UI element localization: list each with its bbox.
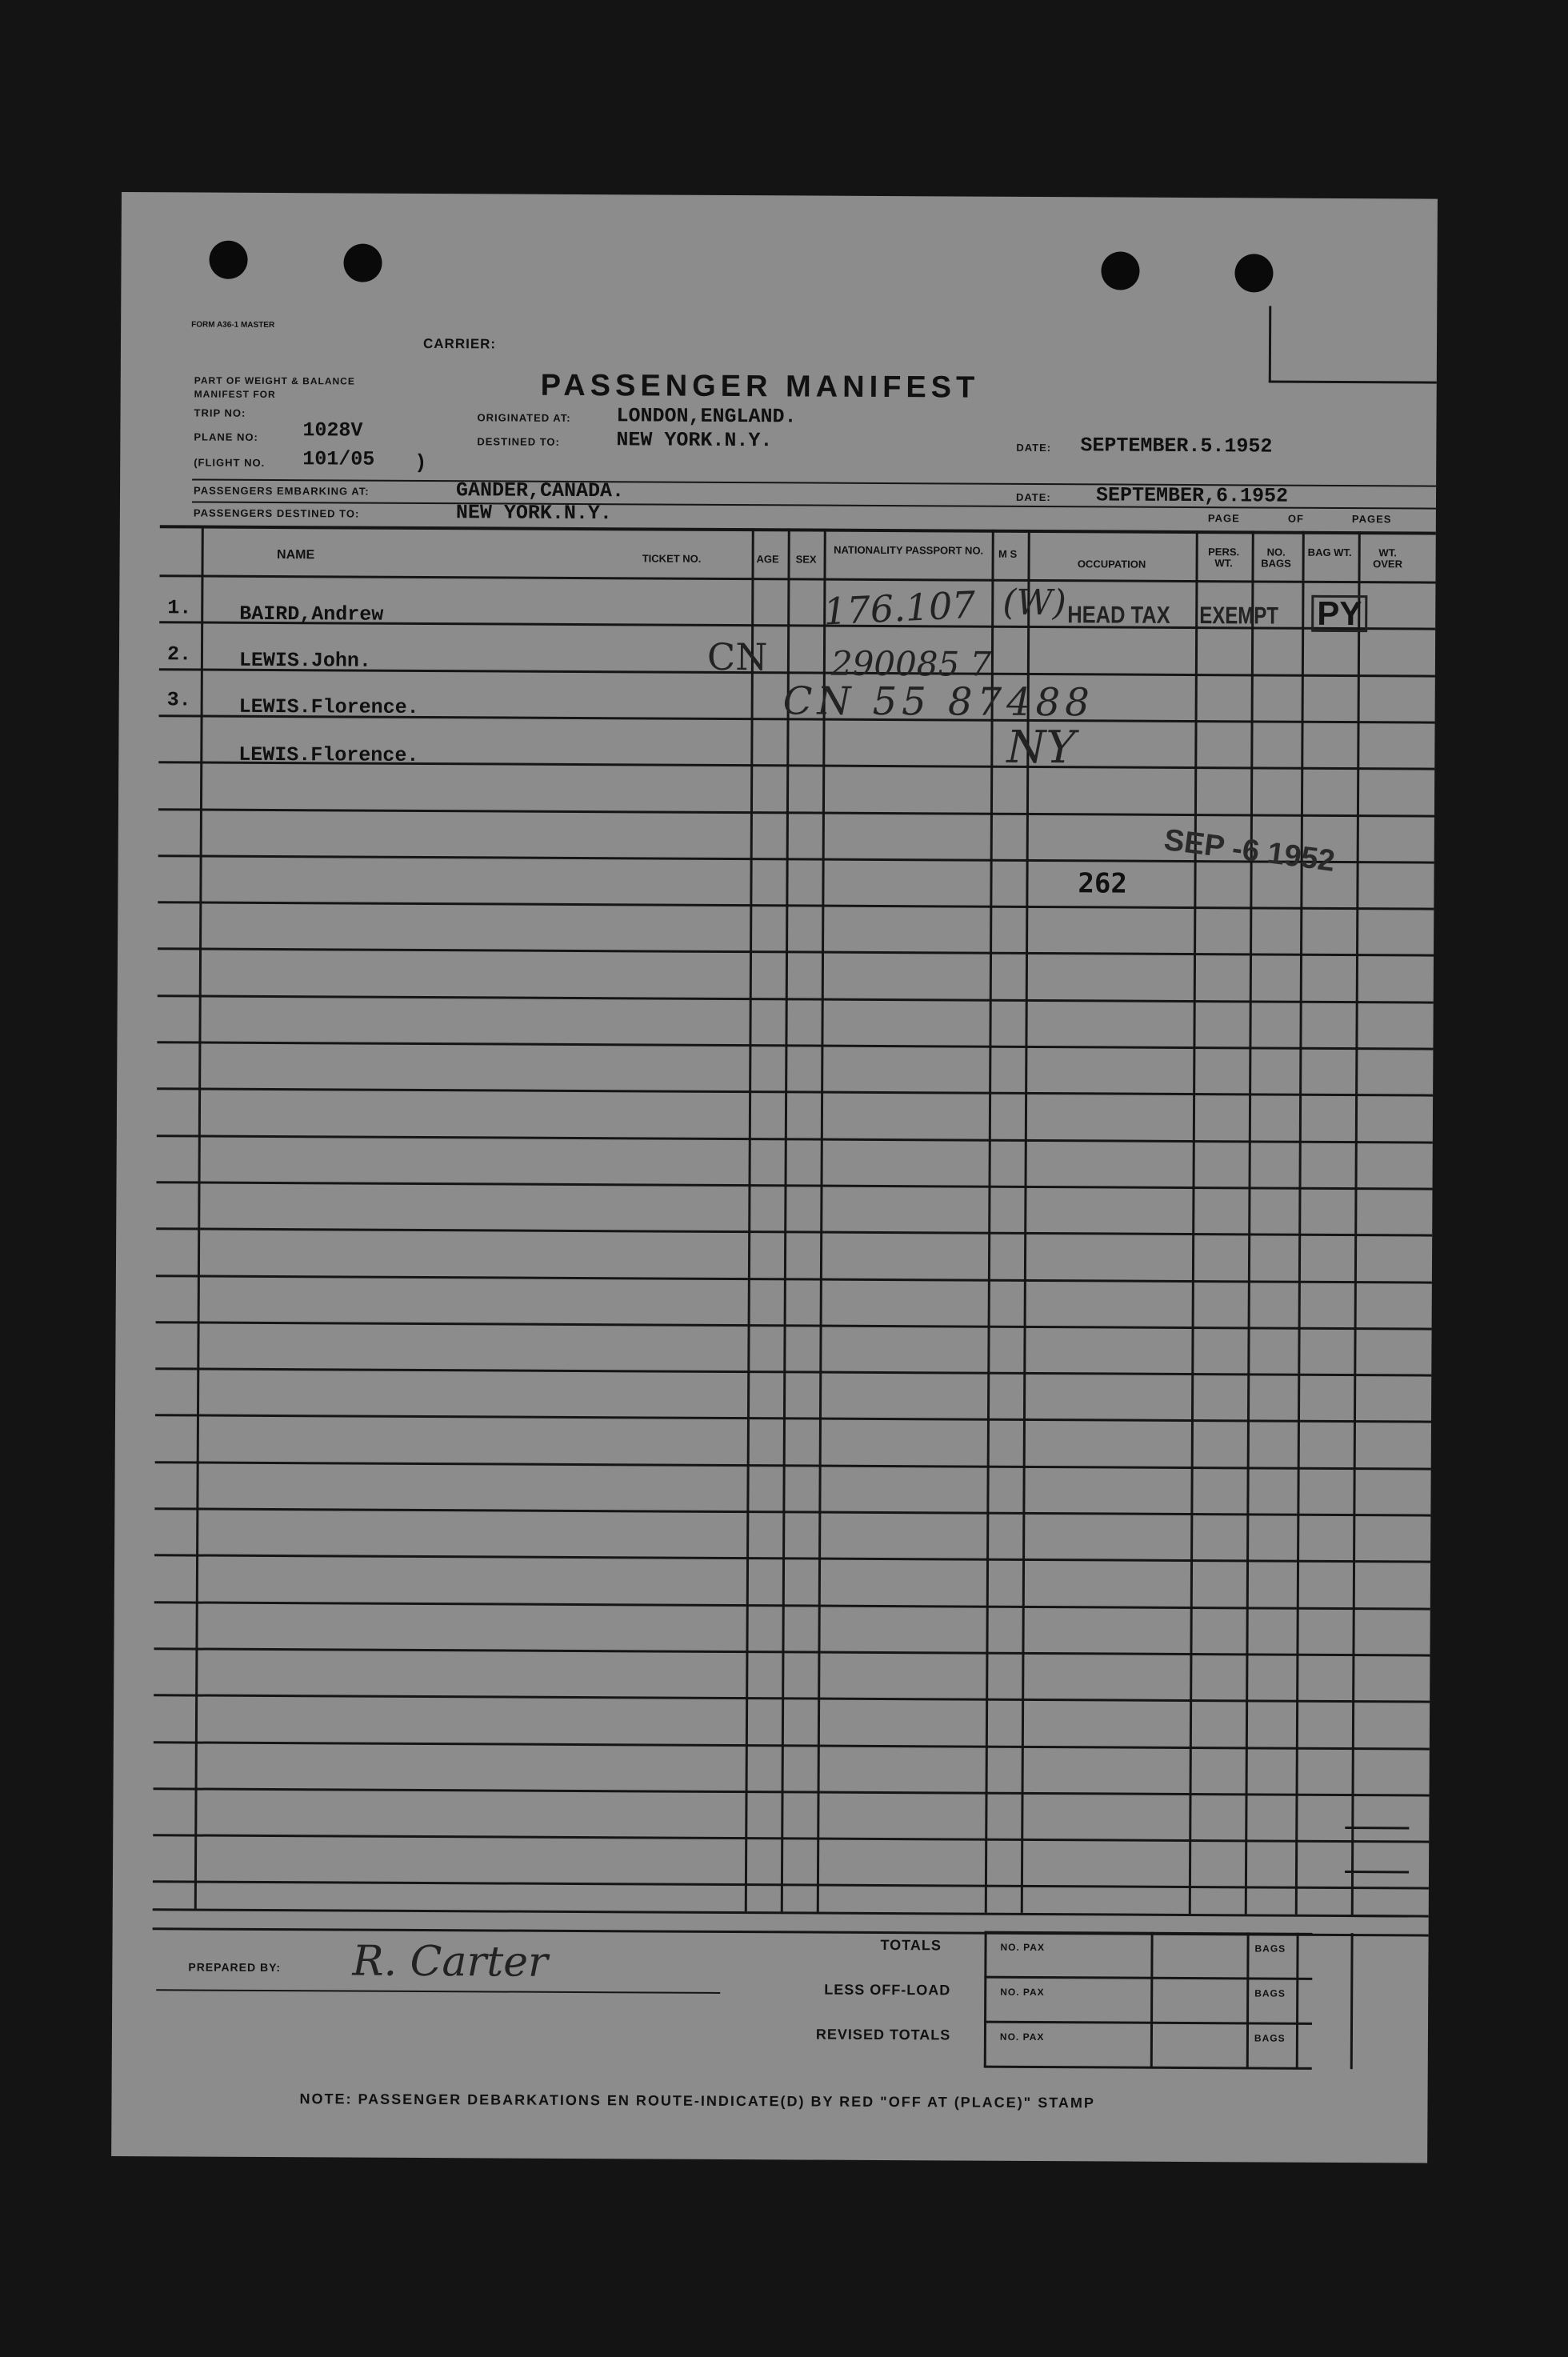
flight-close: ) [414,450,427,475]
totals-label: TOTALS [880,1936,942,1954]
passport-1-handwritten: 176.107 [822,582,977,634]
col-head-bag-wt: BAG WT. [1307,546,1352,559]
pass-destined-label: PASSENGERS DESTINED TO: [193,506,360,520]
row-line [154,1787,1430,1796]
row-name-1: BAIRD,Andrew [239,602,384,626]
date-value-1: SEPTEMBER.5.1952 [1080,434,1273,458]
bags-label-1: BAGS [1254,1943,1286,1955]
column-line [817,529,826,1912]
row-line [155,1461,1431,1470]
row-line [158,901,1434,910]
row-line [153,1834,1429,1843]
col-head-name: NAME [277,548,315,562]
column-line [1295,531,1305,1915]
row-line [157,1087,1433,1096]
passport-2-handwritten: 290085 7 [830,643,992,684]
no-pax-label-2: NO. PAX [1000,1986,1045,1999]
form-id: FORM A36-1 MASTER [191,320,275,330]
page-label: PAGE [1207,512,1240,525]
row-name-3: LEWIS.Florence. [238,694,419,719]
row-line [154,1647,1430,1656]
row-line [154,1741,1430,1750]
col-head-pers-wt: PERS. WT. [1208,546,1240,570]
wb-label-1: PART OF WEIGHT & BALANCE [194,374,355,387]
py-stamp: PY [1311,595,1367,632]
row-line [154,1601,1430,1610]
totals-box-mid-3 [1296,1933,1299,2069]
exempt-stamp: EXEMPT [1199,602,1279,630]
row-line [157,1041,1433,1050]
col-head-ticket: TICKET NO. [642,552,702,565]
row-line [157,1181,1433,1190]
totals-box-bottom [984,2066,1312,2070]
row-line [155,1414,1431,1423]
prepared-by-rule [156,1989,720,1994]
destined-label: DESTINED TO: [477,435,560,448]
row-line [154,1694,1430,1703]
row-line [154,1554,1430,1563]
bags-label-3: BAGS [1254,2032,1286,2044]
totals-box-mid-2 [1246,1932,1250,2068]
row-line [158,947,1434,956]
flight-label: (FLIGHT NO. [194,456,266,469]
table-top-rule [160,525,1436,534]
row-line [156,1321,1432,1330]
row-number-1: 1. [167,596,192,620]
totals-box-mid-1 [1150,1932,1154,2068]
row-line [156,1227,1432,1236]
pages-label: PAGES [1351,513,1392,526]
col-head-occupation: OCCUPATION [1077,558,1146,570]
col-head-sex: SEX [795,553,817,566]
received-date-stamp: SEP -6 1952 [1162,822,1337,878]
circle-w-handwritten: (W) [1002,582,1067,624]
head-tax-stamp: HEAD TAX [1067,602,1170,629]
edge-mark-1 [1345,1827,1409,1829]
manifest-form [111,192,1438,2163]
column-line [1189,530,1198,1914]
row-line [153,1880,1429,1889]
plane-label: PLANE NO: [194,430,258,443]
col-head-age: AGE [756,553,779,566]
no-pax-label-1: NO. PAX [1000,1941,1046,1954]
edge-mark-3 [1345,1915,1409,1917]
page-title: PASSENGER MANIFEST [540,368,980,405]
column-line [745,528,754,1911]
plane-no-value: 1028V [302,418,363,442]
passenger-table [111,192,1438,2163]
cn-handwritten-1: CN [706,634,768,679]
column-line [194,526,204,1909]
trip-label: TRIP NO: [194,406,246,419]
destined-value: NEW YORK.N.Y. [616,428,773,453]
totals-box-right [1350,1933,1354,2069]
embarking-value: GANDER,CANADA. [455,478,625,503]
footer-note: NOTE: PASSENGER DEBARKATIONS EN ROUTE-INDICATE(D) BY RED "OFF AT (PLACE)" STAMP [299,2091,1095,2111]
totals-box-row-1 [984,1976,1312,1980]
pass-destined-value: NEW YORK.N.Y. [455,501,613,526]
carrier-label: CARRIER: [422,335,497,352]
date-label-1: DATE: [1016,441,1052,454]
prepared-by-label: PREPARED BY: [188,1960,282,1975]
originated-label: ORIGINATED AT: [477,411,571,424]
column-line [985,530,994,1913]
row-number-3: 3. [166,688,191,712]
col-head-nationality: NATIONALITY PASSPORT NO. [834,543,984,557]
col-head-wt-over: WT. OVER [1373,546,1403,570]
column-line [1245,530,1254,1914]
column-line [781,528,790,1911]
ny-handwritten: NY [1006,721,1076,774]
row-line [158,994,1434,1003]
row-line [156,1275,1432,1283]
no-pax-label-3: NO. PAX [999,2031,1045,2043]
date-label-2: DATE: [1015,490,1051,504]
of-label: OF [1287,512,1304,525]
row-lines [122,192,1438,199]
column-lines [122,192,1438,199]
row-name-2: LEWIS.John. [238,648,372,673]
row-line [157,1134,1433,1143]
embarking-label: PASSENGERS EMBARKING AT: [194,484,370,498]
originated-value: LONDON,ENGLAND. [616,404,797,429]
column-line [1351,531,1361,1915]
row-line [154,1507,1430,1516]
row-line [158,808,1434,817]
row-number-2: 2. [166,642,192,666]
col-head-no-bags: NO. BAGS [1261,546,1291,570]
wb-label-2: MANIFEST FOR [194,388,276,401]
passport-3-handwritten: CN 55 87488 [782,678,1094,726]
totals-box-row-2 [984,2021,1312,2025]
stamp-number: 262 [1078,867,1128,900]
bags-label-2: BAGS [1254,1987,1286,1999]
table-header-rule [159,574,1435,583]
revised-totals-label: REVISED TOTALS [815,2026,951,2043]
signature: R. Carter [352,1937,548,1987]
totals-box-left [984,1931,987,2067]
edge-mark-2 [1345,1871,1409,1873]
row-line [155,1367,1431,1376]
table-bottom-rule [153,1908,1429,1917]
flight-no-value: 101/05 [302,447,375,471]
offload-label: LESS OFF-LOAD [824,1981,951,1999]
date-value-2: SEPTEMBER,6.1952 [1095,483,1289,508]
row-name-4: LEWIS.Florence. [238,742,419,767]
col-head-ms: M S [998,547,1018,560]
